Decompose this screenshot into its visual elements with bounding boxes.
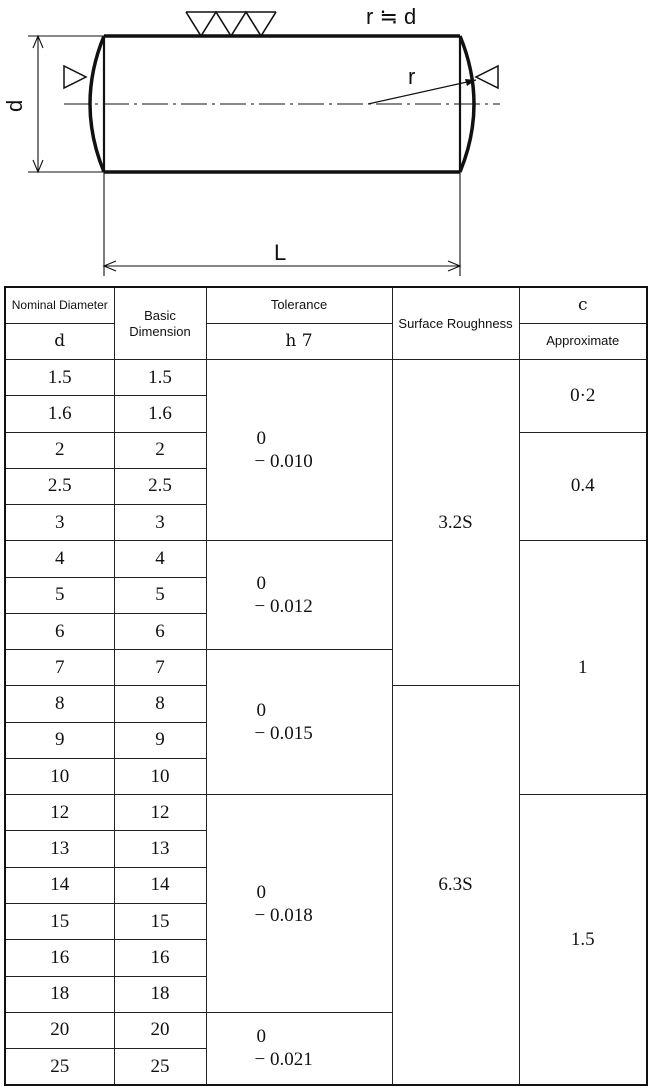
header-nominal-diameter: Nominal Diameter (5, 287, 114, 323)
cell-c: 1 (519, 541, 647, 795)
cell-tolerance: 0 − 0.018 (206, 795, 392, 1013)
header-tolerance-grade: h 7 (206, 323, 392, 359)
header-tolerance: Tolerance (206, 287, 392, 323)
cell-basic: 8 (114, 686, 206, 722)
parallel-pin-drawing (0, 0, 650, 280)
cell-c: 1.5 (519, 795, 647, 1085)
cell-d: 15 (5, 904, 114, 940)
cell-basic: 20 (114, 1012, 206, 1048)
cell-basic: 4 (114, 541, 206, 577)
cell-basic: 9 (114, 722, 206, 758)
surface-finish-symbol-top (186, 12, 276, 36)
cell-d: 2 (5, 432, 114, 468)
cell-tolerance: 0 − 0.010 (206, 360, 392, 541)
header-surface-roughness: Surface Roughness (392, 287, 519, 360)
cell-d: 25 (5, 1049, 114, 1085)
cell-basic: 16 (114, 940, 206, 976)
cell-roughness: 6.3S (392, 686, 519, 1085)
cell-basic: 25 (114, 1049, 206, 1085)
specification-table (4, 286, 648, 1086)
cell-basic: 13 (114, 831, 206, 867)
diameter-label: d (2, 99, 27, 112)
cell-basic: 15 (114, 904, 206, 940)
cell-basic: 14 (114, 867, 206, 903)
cell-roughness: 3.2S (392, 360, 519, 686)
cell-d: 20 (5, 1012, 114, 1048)
cell-c: 0.4 (519, 432, 647, 541)
cell-d: 1.5 (5, 360, 114, 396)
header-nominal-symbol: d (5, 323, 114, 359)
cell-d: 12 (5, 795, 114, 831)
cell-basic: 1.5 (114, 360, 206, 396)
cell-basic: 10 (114, 758, 206, 794)
header-approximate: Approximate (519, 323, 647, 359)
cell-tolerance: 0 − 0.015 (206, 650, 392, 795)
cell-basic: 6 (114, 613, 206, 649)
cell-d: 8 (5, 686, 114, 722)
cell-tolerance: 0 − 0.012 (206, 541, 392, 650)
surface-finish-symbol-right (476, 66, 498, 88)
cell-d: 16 (5, 940, 114, 976)
cell-d: 5 (5, 577, 114, 613)
cell-basic: 18 (114, 976, 206, 1012)
length-label: L (274, 240, 287, 265)
cell-d: 14 (5, 867, 114, 903)
header-c: c (519, 287, 647, 323)
cell-d: 6 (5, 613, 114, 649)
cell-d: 18 (5, 976, 114, 1012)
cell-d: 7 (5, 650, 114, 686)
cell-d: 3 (5, 505, 114, 541)
radius-label: r (408, 64, 416, 89)
cell-tolerance: 0 − 0.021 (206, 1012, 392, 1085)
header-basic-dimension: Basic Dimension (114, 287, 206, 360)
cell-d: 10 (5, 758, 114, 794)
cell-d: 1.6 (5, 396, 114, 432)
cell-c: 0·2 (519, 360, 647, 433)
cell-d: 4 (5, 541, 114, 577)
cell-basic: 2.5 (114, 468, 206, 504)
cell-basic: 7 (114, 650, 206, 686)
cell-basic: 3 (114, 505, 206, 541)
cell-basic: 2 (114, 432, 206, 468)
cell-basic: 5 (114, 577, 206, 613)
cell-d: 9 (5, 722, 114, 758)
cell-basic: 12 (114, 795, 206, 831)
surface-finish-symbol-left (64, 66, 86, 88)
cell-d: 2.5 (5, 468, 114, 504)
cell-basic: 1.6 (114, 396, 206, 432)
radius-note: r ≒ d (366, 4, 417, 29)
cell-d: 13 (5, 831, 114, 867)
